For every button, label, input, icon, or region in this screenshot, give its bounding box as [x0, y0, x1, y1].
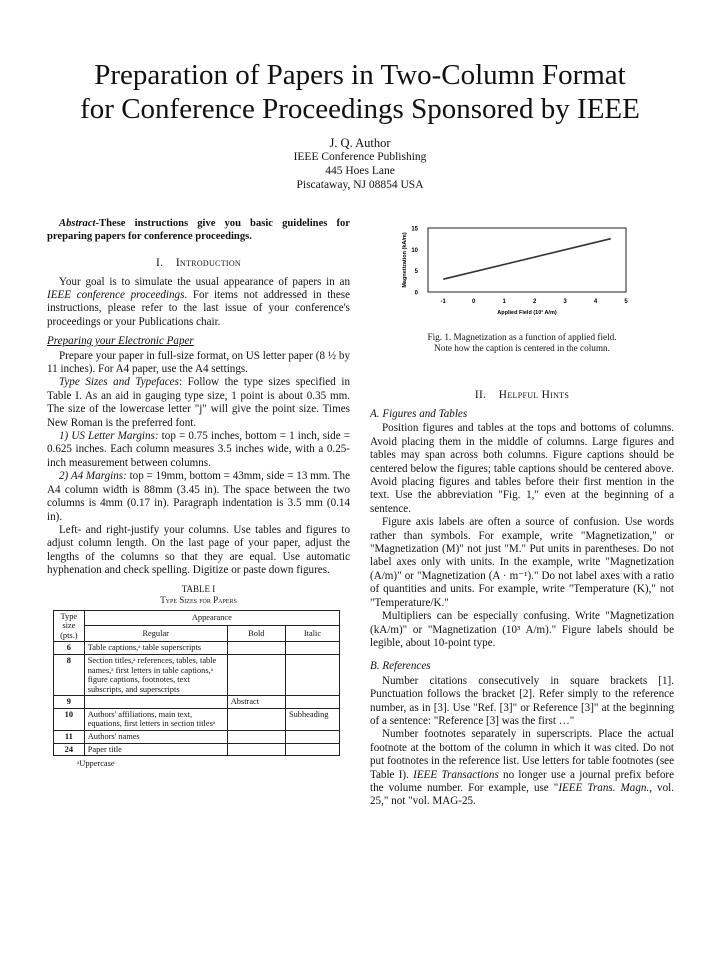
- paragraph-multipliers: Multipliers can be especially confusing. Write "Magnetization (kA/m)" or "Magnetization (10³ A/m)." Figure labels should be legible, about 10-point type.: [370, 610, 674, 649]
- left-column: [47, 218, 350, 768]
- x-axis-label: Applied Field (10³ A/m): [497, 310, 557, 316]
- section-2-numeral: II.: [474, 389, 487, 401]
- x-tick-label: 5: [624, 299, 628, 305]
- series-line: [443, 239, 611, 280]
- table-row: 24 Paper title: [54, 743, 340, 756]
- table-title: Type Sizes for Papers: [160, 594, 237, 605]
- x-tick-label: 0: [472, 299, 476, 305]
- y-tick-label: 10: [411, 247, 418, 254]
- x-tick-label: -1: [440, 299, 446, 305]
- paragraph-figure-position: Position figures and tables at the tops and bottoms of columns. Avoid placing them in the middle of columns. Large figures and tables may span across both columns. Figure captions should be centered below the figures; table captions should be centered above. Avoid placing figures and tables before their first mention in the text. Use the abbreviation "Fig. 1," even at the beginning of a sentence.: [370, 422, 674, 515]
- intro-paragraph: Your goal is to simulate the usual appearance of papers in an IEEE conference proceedings. For items not addressed in these instructions, please refer to the last issue of your conference's proceedings or your Publications chair.: [47, 275, 350, 328]
- author-affiliation-3: Piscataway, NJ 08854 USA: [296, 179, 424, 191]
- author-affiliation-2: 445 Hoes Lane: [325, 165, 395, 177]
- paragraph-axis-labels: Figure axis labels are often a source of confusion. Use words rather than symbols. For example, write "Magnetization," or "Magnetization (M)" not just "M." Put units in parentheses. Do not label axes only with units. In the example, write "Magnetization (A/m)" or "Magnetization (A · m⁻¹)." Do not label axes with a ratio of quantities and units. For example, write "Temperature (K)," not "Temperature/K.": [370, 516, 674, 609]
- right-column: [370, 218, 674, 809]
- paragraph-us-margins: 1) US Letter Margins: top = 0.75 inches, bottom = 1 inch, side = 0.625 inches. Each column measures 3.5 inches wide, with a 0.25-inch measurement between columns.: [47, 430, 350, 469]
- paragraph-citations: Number citations consecutively in square brackets [1]. Punctuation follows the bracket [2]. Refer simply to the reference number, as in [3]. Use "Ref. [3]" or Reference [3]" at the beginning of a sentence: "Reference [3] was the first …": [370, 674, 674, 727]
- figure-1: [370, 218, 674, 330]
- table-row: 6 Table captions,ᵃ table superscripts: [54, 642, 340, 655]
- x-tick-label: 4: [593, 299, 598, 305]
- author-block: [200, 136, 520, 192]
- figure-caption-line-1: Fig. 1. Magnetization as a function of applied field.: [427, 332, 617, 342]
- subheading-references: B. References: [370, 660, 431, 673]
- type-sizes-table: [53, 610, 340, 757]
- section-1-title: Introduction: [175, 256, 241, 269]
- abstract-text: -These instructions give you basic guidelines for preparing papers for conference proceedings.: [47, 218, 350, 242]
- table-header-italic: Italic: [285, 626, 339, 642]
- table-row: 8 Section titles,ᵃ references, tables, table names,ᵃ first letters in table captions,ᵃ figure captions, footnotes, text subscripts, and superscripts: [54, 654, 340, 695]
- paragraph-a4-margins: 2) A4 Margins: top = 19mm, bottom = 43mm, side = 13 mm. The A4 column width is 88mm (3.45 in). The space between the two columns is 4mm (0.17 in). Paragraph indentation is 3.5 mm (0.14 in).: [47, 470, 350, 523]
- table-footnote: ᵃUppercase: [77, 759, 115, 769]
- table-header-bold: Bold: [227, 626, 285, 642]
- x-tick-label: 1: [502, 299, 506, 305]
- table-header-regular: Regular: [84, 626, 227, 642]
- magnetization-chart: [370, 218, 674, 330]
- y-tick-label: 5: [414, 269, 418, 276]
- figure-caption-line-2: Note how the caption is centered in the column.: [434, 343, 610, 353]
- section-1-numeral: I.: [155, 256, 164, 269]
- table-label: TABLE I: [181, 583, 216, 594]
- paragraph-justify: Left- and right-justify your columns. Use tables and figures to adjust column length. On the last page of your paper, adjust the lengths of the columns so that they are equal. Use automatic hyphenation and check spelling. Digitize or paste down figures.: [47, 523, 350, 577]
- table-row: 11 Authors' names: [54, 731, 340, 744]
- section-1-heading: [47, 256, 350, 270]
- author-name: J. Q. Author: [329, 136, 391, 150]
- subheading-electronic-paper: Preparing your Electronic Paper: [47, 335, 194, 348]
- abstract: [47, 218, 350, 244]
- chart-frame: [428, 228, 626, 292]
- x-tick-label: 3: [563, 299, 567, 305]
- paper-title: [40, 58, 680, 126]
- section-2-title: Helpful Hints: [498, 389, 570, 401]
- figure-caption: [370, 332, 674, 354]
- subheading-figures-tables: A. Figures and Tables: [370, 408, 468, 420]
- table-row: 9 Abstract: [54, 696, 340, 709]
- table-row: 10 Authors' affiliations, main text, equations, first letters in section titlesᵃ Subheading: [54, 708, 340, 730]
- paragraph-footnotes: Number footnotes separately in superscripts. Place the actual footnote at the bottom of the column in which it was cited. Do not put footnotes in the reference list. Use letters for table footnotes (see Table I). IEEE Transactions no longer use a journal prefix before the volume number. For example, use "IEEE Trans. Magn., vol. 25," not "vol. MAG-25.: [370, 728, 675, 808]
- author-affiliation-1: IEEE Conference Publishing: [293, 151, 427, 163]
- title-line-1: Preparation of Papers in Two-Column Format: [94, 59, 626, 91]
- table-header-appearance: Appearance: [84, 610, 339, 626]
- table-caption: [47, 584, 350, 606]
- paragraph-type-sizes: Type Sizes and Typefaces: Follow the type sizes specified in Table I. As an aid in gauging type size, 1 point is about 0.35 mm. The size of the lowercase letter "j" will give the point size. Times New Roman is the preferred font.: [47, 376, 350, 429]
- section-2-heading: [370, 388, 674, 402]
- y-tick-label: 15: [411, 226, 418, 233]
- y-tick-label: 0: [414, 290, 418, 297]
- title-line-2: for Conference Proceedings Sponsored by IEEE: [80, 93, 640, 125]
- x-tick-label: 2: [532, 299, 537, 305]
- table-header-type-size: Type size (pts.): [54, 610, 85, 642]
- paragraph-paper-size: Prepare your paper in full-size format, on US letter paper (8 ½ by 11 inches). For A4 paper, use the A4 settings.: [47, 349, 350, 376]
- abstract-label: Abstract: [59, 218, 96, 229]
- y-axis-label: Magnetization (kA/m): [402, 232, 408, 288]
